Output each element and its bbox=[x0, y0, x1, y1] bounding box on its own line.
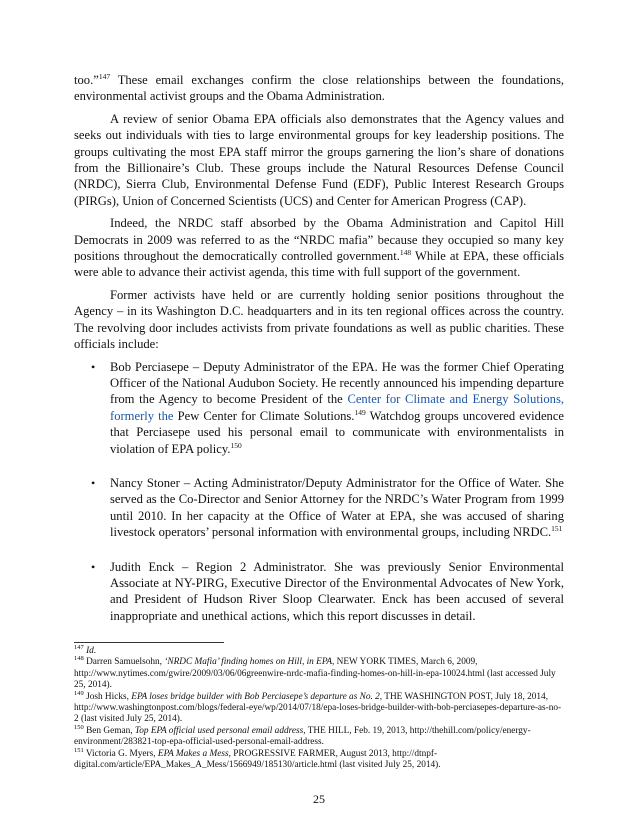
cces-link[interactable]: Center for Climate and Energy Solutions, formerly the bbox=[110, 392, 564, 423]
footnote-ref-147[interactable]: 147 bbox=[98, 71, 111, 81]
bullet-icon: • bbox=[91, 359, 96, 374]
footnote-150: $^{150}$ Ben Geman, Top EPA official used personal email address, THE HILL, Feb. 19, 2013, http://thehill.com/policy/energy-environment/283821-top-epa-official-used-personal-email-address. bbox=[74, 723, 531, 748]
paragraph-1: too.”$^{147}$ These email exchanges confirm the close relationships between the foundations, environmental activist groups and the Obama Administration. bbox=[74, 71, 564, 104]
officials-list bbox=[74, 359, 564, 625]
footnotes bbox=[74, 642, 564, 771]
body-text bbox=[74, 72, 564, 642]
paragraph-2: A review of senior Obama EPA officials also demonstrates that the Agency values and seeks out individuals with ties to large environmental groups for key leadership positions. The groups cultivating the most EPA staff mirror the groups garnering the lion’s share of donations from the Billionaire’s Club. These groups include the Natural Resources Defense Council (NRDC), Sierra Club, Environmental Defense Fund (EDF), Public Interest Research Groups (PIRGs), Union of Concerned Scientists (UCS) and Center for American Progress (CAP). bbox=[74, 111, 564, 208]
footnote-ref-150[interactable]: 150 bbox=[230, 440, 242, 450]
footnote-147: $^{147}$ Id. bbox=[74, 643, 97, 656]
list-item: • Judith Enck – Region 2 Administrator. She was previously Senior Environmental Associate at NY-PIRG, Executive Director of the Environmental Advocates of New York, and President of Hudson River Sloop Clearwater. Enck has been accused of several inappropriate and unethical actions, which this report discusses in detail. bbox=[91, 559, 564, 623]
footnote-ref-148[interactable]: 148 bbox=[399, 247, 412, 257]
list-item: • Bob Perciasepe – Deputy Administrator of the EPA. He was the former Chief Operating Officer of the National Audubon Society. He recently announced his impending departure from the Agency to become President of the Center for Climate and Energy Solutions, formerly the Pew Center for Climate Solutions.$^{149}$ Watchdog groups uncovered evidence that Perciasepe used his personal email to communicate with environmentalists in violation of EPA policy.$^{150}$ bbox=[91, 359, 565, 456]
bullet-icon: • bbox=[91, 475, 96, 490]
paragraph-4: Former activists have held or are currently holding senior positions throughout the Agency – in its Washington D.C. headquarters and in its ten regional offices across the country. The revolving door includes activists from private foundations as well as public charities. These officials include: bbox=[74, 287, 564, 352]
footnote-divider bbox=[74, 642, 224, 643]
footnote-ref-149[interactable]: 149 bbox=[354, 407, 366, 417]
paragraph-3: Indeed, the NRDC staff absorbed by the Obama Administration and Capitol Hill Democrats in 2009 was referred to as the “NRDC mafia” because they occupied so many key positions throughout the democratically controlled government.$^{148}$ While at EPA, these officials were able to advance their activist agenda, this time with full support of the government. bbox=[74, 216, 565, 280]
page-number: 25 bbox=[313, 792, 325, 806]
list-item: • Nancy Stoner – Acting Administrator/Deputy Administrator for the Office of Water. She served as the Co-Director and Senior Attorney for the NRDC’s Water Program from 1999 until 2010. In her capacity at the Office of Water at EPA, she was accused of sharing livestock operators’ personal information with environmental groups, including NRDC.$^{151}$ bbox=[91, 475, 564, 540]
footnote-149: $^{149}$ Josh Hicks, EPA loses bridge builder with Bob Perciasepe’s departure as No. 2, THE WASHINGTON POST, July 18, 2014, http://www.washingtonpost.com/blogs/federal-eye/wp/2014/07/18/epa-loses-bridge-builder-with-bob-perciasepes-departure-as-no-2 (last visited July 25, 2014). bbox=[74, 689, 562, 725]
footnote-151: $^{151}$ Victoria G. Myers, EPA Makes a Mess, PROGRESSIVE FARMER, August 2013, http://dtnpf-digital.com/article/EPA_Makes_A_Mess/1566949/185130/article.html (last visited July 25, 2014). bbox=[74, 746, 441, 771]
footnote-ref-151[interactable]: 151 bbox=[551, 523, 563, 533]
footnote-148: $^{148}$ Darren Samuelsohn, ‘NRDC Mafia’ finding homes on Hill, in EPA, NEW YORK TIMES, March 6, 2009, http://www.nytimes.com/gwire/2009/03/06/06greenwire-nrdc-mafia-finding-homes-on-hill-in-epa-10024.html (last accessed July 25, 2014). bbox=[74, 655, 556, 691]
bullet-icon: • bbox=[91, 559, 96, 574]
